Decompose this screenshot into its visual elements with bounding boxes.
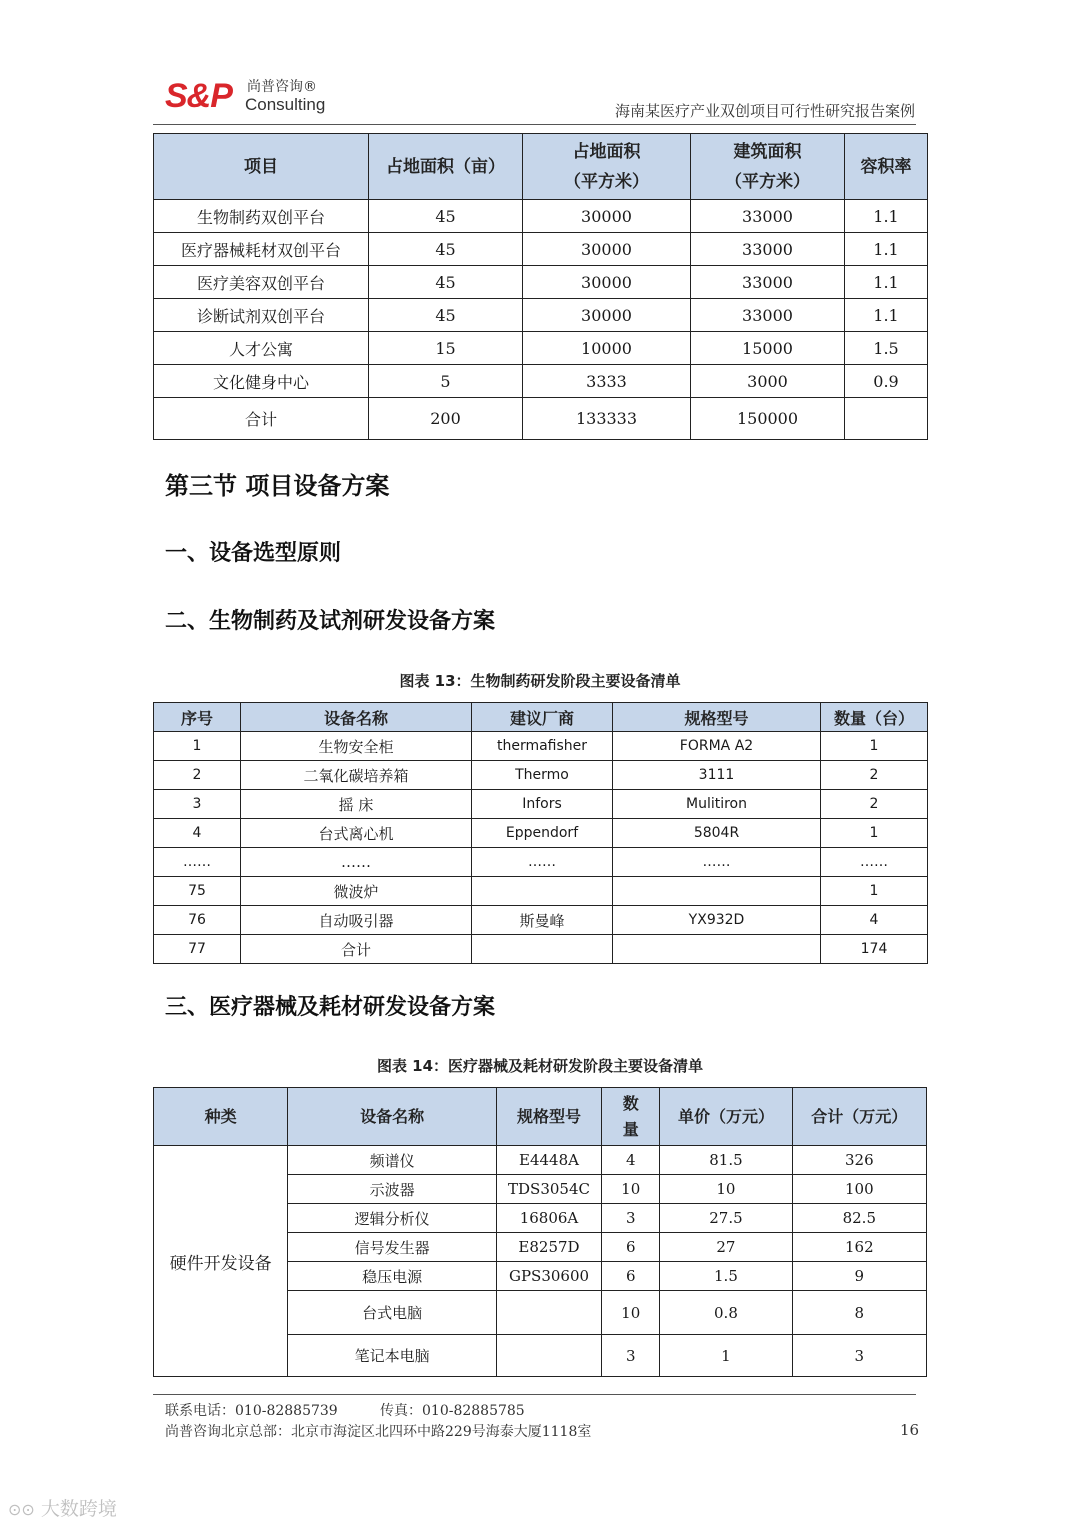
cell-name: 二氧化碳培养箱 xyxy=(241,761,472,790)
cell-qty: 2 xyxy=(821,790,928,819)
table-row xyxy=(154,877,928,906)
cell-far: 1.1 xyxy=(845,200,928,233)
table-row xyxy=(154,365,928,398)
cell-model xyxy=(613,877,821,906)
cell-land: 30000 xyxy=(523,200,691,233)
subsection-title-2: 二、生物制药及试剂研发设备方案 xyxy=(165,609,496,634)
cell-total: 3 xyxy=(792,1335,926,1377)
table-row xyxy=(154,1146,927,1175)
cell-group: 硬件开发设备 xyxy=(154,1146,288,1377)
cell-name: 生物安全柜 xyxy=(241,732,472,761)
cell-qty: 174 xyxy=(821,935,928,964)
cell-price: 27 xyxy=(660,1233,792,1262)
cell-qty: 1 xyxy=(821,732,928,761)
medical-device-equipment-table xyxy=(153,1087,927,1377)
cell-mu: 5 xyxy=(369,365,523,398)
land-area-table xyxy=(153,133,928,440)
page-number: 16 xyxy=(900,1421,920,1439)
cell-name: 自动吸引器 xyxy=(241,906,472,935)
table-row xyxy=(154,848,928,877)
table-row xyxy=(154,233,928,266)
table-row xyxy=(154,790,928,819)
cell-far: 1.5 xyxy=(845,332,928,365)
col-header-price: 单价（万元） xyxy=(660,1088,792,1146)
cell-vendor: thermafisher xyxy=(472,732,613,761)
col-header-qty xyxy=(602,1088,660,1146)
cell-land: 3333 xyxy=(523,365,691,398)
watermark-text: 大数跨境 xyxy=(40,1498,117,1520)
col-header-name: 设备名称 xyxy=(241,703,472,732)
table-row xyxy=(154,299,928,332)
cell-far: 0.9 xyxy=(845,365,928,398)
cell-mu: 200 xyxy=(369,398,523,440)
cell-name: 台式电脑 xyxy=(288,1291,497,1335)
col-header-type: 种类 xyxy=(154,1088,288,1146)
cell-qty: …… xyxy=(821,848,928,877)
cell-qty: 4 xyxy=(602,1146,660,1175)
cell-price: 1.5 xyxy=(660,1262,792,1291)
cell-qty: 1 xyxy=(821,819,928,848)
col-header-vendor: 建议厂商 xyxy=(472,703,613,732)
col-header-model: 规格型号 xyxy=(613,703,821,732)
cell-build: 3000 xyxy=(691,365,845,398)
cell-no: 76 xyxy=(154,906,241,935)
cell-vendor: …… xyxy=(472,848,613,877)
cell-item: 医疗器械耗材双创平台 xyxy=(154,233,369,266)
cell-name: 稳压电源 xyxy=(288,1262,497,1291)
table-row xyxy=(154,732,928,761)
cell-name: …… xyxy=(241,848,472,877)
cell-qty: 6 xyxy=(602,1233,660,1262)
cell-model: …… xyxy=(613,848,821,877)
cell-total: 162 xyxy=(792,1233,926,1262)
cell-price: 0.8 xyxy=(660,1291,792,1335)
cell-total: 9 xyxy=(792,1262,926,1291)
cell-model: GPS30600 xyxy=(496,1262,601,1291)
col-header-item: 项目 xyxy=(154,134,369,200)
table-row xyxy=(154,761,928,790)
cell-item: 医疗美容双创平台 xyxy=(154,266,369,299)
cell-item: 诊断试剂双创平台 xyxy=(154,299,369,332)
header-divider xyxy=(153,124,916,125)
table-header-row xyxy=(154,703,928,732)
cell-name: 逻辑分析仪 xyxy=(288,1204,497,1233)
cell-name: 摇 床 xyxy=(241,790,472,819)
table-row xyxy=(154,332,928,365)
cell-mu: 45 xyxy=(369,200,523,233)
header-line: 量 xyxy=(622,1119,639,1139)
cell-qty: 10 xyxy=(602,1175,660,1204)
cell-qty: 3 xyxy=(602,1335,660,1377)
footer-address: 尚普咨询北京总部：北京市海淀区北四环中路229号海泰大厦1118室 xyxy=(165,1424,592,1440)
cell-total: 8 xyxy=(792,1291,926,1335)
cell-build: 150000 xyxy=(691,398,845,440)
cell-no: 4 xyxy=(154,819,241,848)
table-header-row xyxy=(154,1088,927,1146)
cell-name: 示波器 xyxy=(288,1175,497,1204)
logo-mark: S&P xyxy=(165,77,232,115)
cell-no: 75 xyxy=(154,877,241,906)
footer-phone: 联系电话：010-82885739 xyxy=(165,1403,338,1419)
logo-english-name: Consulting xyxy=(245,95,326,114)
cell-name: 笔记本电脑 xyxy=(288,1335,497,1377)
col-header-total: 合计（万元） xyxy=(792,1088,926,1146)
subsection-title-1: 一、设备选型原则 xyxy=(165,541,342,566)
cell-vendor: Infors xyxy=(472,790,613,819)
cell-land: 30000 xyxy=(523,266,691,299)
table3-caption: 图表 14：医疗器械及耗材研发阶段主要设备清单 xyxy=(376,1057,704,1075)
cell-mu: 45 xyxy=(369,266,523,299)
cell-name: 微波炉 xyxy=(241,877,472,906)
cell-mu: 45 xyxy=(369,299,523,332)
cell-price: 10 xyxy=(660,1175,792,1204)
cell-land: 30000 xyxy=(523,299,691,332)
header-line: 数 xyxy=(622,1093,639,1113)
cell-price: 81.5 xyxy=(660,1146,792,1175)
table-row xyxy=(154,200,928,233)
cell-vendor: Thermo xyxy=(472,761,613,790)
cell-item: 文化健身中心 xyxy=(154,365,369,398)
document-title: 海南某医疗产业双创项目可行性研究报告案例 xyxy=(614,102,915,120)
header-line: 建筑面积 xyxy=(733,141,802,162)
cell-no: …… xyxy=(154,848,241,877)
cell-build: 33000 xyxy=(691,299,845,332)
footer-fax: 传真：010-82885785 xyxy=(380,1403,525,1419)
cell-total: 82.5 xyxy=(792,1204,926,1233)
cell-build: 15000 xyxy=(691,332,845,365)
cell-model: E8257D xyxy=(496,1233,601,1262)
cell-name: 台式离心机 xyxy=(241,819,472,848)
cell-model xyxy=(496,1335,601,1377)
cell-price: 27.5 xyxy=(660,1204,792,1233)
cell-item: 生物制药双创平台 xyxy=(154,200,369,233)
company-logo xyxy=(165,76,335,116)
table-row xyxy=(154,906,928,935)
cell-far: 1.1 xyxy=(845,233,928,266)
table-row xyxy=(154,819,928,848)
cell-model: E4448A xyxy=(496,1146,601,1175)
header-line: 占地面积 xyxy=(572,141,641,162)
section-title: 第三节 项目设备方案 xyxy=(165,472,390,500)
cell-mu: 15 xyxy=(369,332,523,365)
cell-land: 133333 xyxy=(523,398,691,440)
cell-build: 33000 xyxy=(691,266,845,299)
cell-far xyxy=(845,398,928,440)
cell-qty: 6 xyxy=(602,1262,660,1291)
cell-total: 326 xyxy=(792,1146,926,1175)
cell-item: 合计 xyxy=(154,398,369,440)
header-line: （平方米） xyxy=(564,171,649,192)
total-row xyxy=(154,398,928,440)
cell-far: 1.1 xyxy=(845,266,928,299)
cell-model: FORMA A2 xyxy=(613,732,821,761)
wechat-logo-icon: ⊙⊙ xyxy=(8,1500,35,1519)
logo-chinese-name: 尚普咨询® xyxy=(247,79,317,95)
cell-qty: 4 xyxy=(821,906,928,935)
cell-model: Mulitiron xyxy=(613,790,821,819)
cell-model: 3111 xyxy=(613,761,821,790)
cell-qty: 3 xyxy=(602,1204,660,1233)
col-header-far: 容积率 xyxy=(845,134,928,200)
cell-item: 人才公寓 xyxy=(154,332,369,365)
col-header-build-sqm xyxy=(691,134,845,200)
col-header-model: 规格型号 xyxy=(496,1088,601,1146)
cell-model: TDS3054C xyxy=(496,1175,601,1204)
cell-total: 100 xyxy=(792,1175,926,1204)
cell-vendor xyxy=(472,877,613,906)
cell-model xyxy=(496,1291,601,1335)
cell-vendor: 斯曼峰 xyxy=(472,906,613,935)
table-header-row xyxy=(154,134,928,200)
cell-build: 33000 xyxy=(691,233,845,266)
cell-qty: 10 xyxy=(602,1291,660,1335)
cell-no: 3 xyxy=(154,790,241,819)
table2-caption: 图表 13：生物制药研发阶段主要设备清单 xyxy=(399,672,681,690)
cell-price: 1 xyxy=(660,1335,792,1377)
cell-far: 1.1 xyxy=(845,299,928,332)
cell-build: 33000 xyxy=(691,200,845,233)
cell-name: 频谱仪 xyxy=(288,1146,497,1175)
cell-land: 10000 xyxy=(523,332,691,365)
col-header-no: 序号 xyxy=(154,703,241,732)
cell-mu: 45 xyxy=(369,233,523,266)
cell-model xyxy=(613,935,821,964)
subsection-title-3: 三、医疗器械及耗材研发设备方案 xyxy=(165,995,496,1020)
col-header-land-sqm xyxy=(523,134,691,200)
cell-no: 2 xyxy=(154,761,241,790)
cell-qty: 1 xyxy=(821,877,928,906)
cell-name: 信号发生器 xyxy=(288,1233,497,1262)
col-header-land-mu: 占地面积（亩） xyxy=(369,134,523,200)
cell-land: 30000 xyxy=(523,233,691,266)
cell-qty: 2 xyxy=(821,761,928,790)
footer-divider xyxy=(153,1394,916,1395)
cell-vendor xyxy=(472,935,613,964)
cell-no: 77 xyxy=(154,935,241,964)
cell-name: 合计 xyxy=(241,935,472,964)
cell-vendor: Eppendorf xyxy=(472,819,613,848)
cell-model: 16806A xyxy=(496,1204,601,1233)
header-line: （平方米） xyxy=(725,171,810,192)
biopharma-equipment-table xyxy=(153,702,928,964)
col-header-qty: 数量（台） xyxy=(821,703,928,732)
table-row xyxy=(154,266,928,299)
watermark xyxy=(8,1494,117,1521)
total-row xyxy=(154,935,928,964)
col-header-name: 设备名称 xyxy=(288,1088,497,1146)
cell-model: YX932D xyxy=(613,906,821,935)
cell-no: 1 xyxy=(154,732,241,761)
cell-model: 5804R xyxy=(613,819,821,848)
